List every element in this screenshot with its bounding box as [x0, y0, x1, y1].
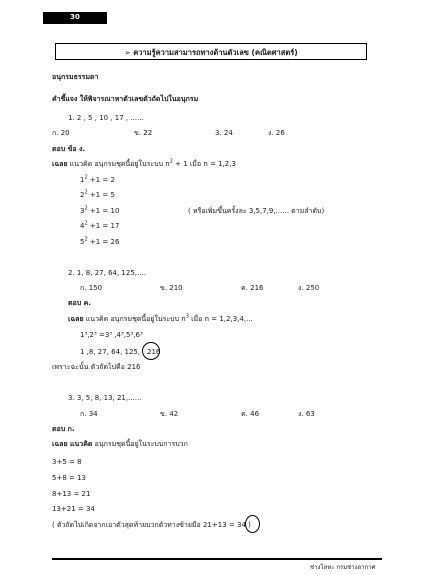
q3-step: 3+5 = 8: [52, 458, 82, 466]
q2-choice-a: ก. 150: [80, 284, 103, 292]
q2-question: 2. 1, 8, 27, 64, 125,....: [68, 269, 146, 277]
q2-choice-b: ข. 210: [160, 284, 183, 292]
section-header-title: ➢ ความรู้ความสามารถทางด้านตัวเลข (คณิตศาสตร์): [124, 48, 298, 57]
footer-credit: ช่างโลหะ กรมช่างอากาศ: [310, 564, 376, 571]
q1-solution-exp: 2: [169, 158, 173, 165]
q2-conclusion: เพราะฉะนั้น ตัวถัดไปคือ 216: [52, 363, 141, 371]
q1-step: $2^2 +1 = 5$: [80, 189, 115, 199]
q2-choice-d: ง. 250: [298, 284, 320, 292]
q1-step: $5^2 +1 = 26$: [80, 236, 120, 246]
q1-answer: ตอบ ข้อ ง.: [52, 145, 86, 153]
q3-choice-a: ก. 34: [80, 410, 98, 418]
q2-solution-tail: เมื่อ n = 1,2,3,4,...: [188, 315, 253, 323]
q3-question: 3. 3, 5, 8, 13, 21,......: [68, 394, 142, 402]
q1-choice-c: 3. 24: [215, 129, 233, 137]
q2-choice-c: ค. 216: [241, 284, 264, 292]
q3-step: 13+21 = 34: [52, 505, 95, 513]
q3-solution: [52, 440, 188, 449]
q3-choice-d: ง. 63: [298, 410, 315, 418]
q3-solution-label: เฉลย แนวคิด: [52, 440, 93, 448]
section-title: อนุกรมธรรมดา: [52, 73, 99, 81]
q1-solution-text: แนวคิด อนุกรมชุดนี้อยู่ในระบบ n: [67, 160, 170, 168]
page-number: 30: [70, 13, 80, 21]
q1-note: ( หรือเพิ่มขึ้นครั้งละ 3,5,7,9,...... ตามลำดับ): [188, 207, 325, 215]
q1-choice-d: ง. 26: [268, 129, 285, 137]
q3-circled-answer: 34: [236, 521, 246, 529]
q3-note-text: ( ตัวถัดไปเกิดจากเอาตัวสุดท้ายบวกตัวทางซ้ายมือ 21+13 =: [52, 521, 235, 529]
q3-choice-c: ค. 46: [241, 410, 260, 418]
section-header-box: [55, 43, 367, 60]
footer-rule: [52, 558, 382, 560]
q3-note-end: ): [245, 521, 251, 529]
q1-choice-b: ข. 22: [134, 129, 153, 137]
q3-step: 5+8 = 13: [52, 474, 86, 482]
q3-step: 8+13 = 21: [52, 490, 91, 498]
q1-step: $1^2 +1 = 2$: [80, 174, 115, 184]
answer-circle: [142, 342, 160, 360]
q2-answer: ตอบ ค.: [68, 299, 91, 307]
answer-circle: [245, 515, 260, 533]
q1-solution: [52, 160, 236, 169]
q2-solution-text: แนวคิด อนุกรมชุดนี้อยู่ในระบบ n: [83, 315, 186, 323]
page-number-bar: [43, 12, 107, 24]
q2-circled-answer: 216: [147, 348, 161, 356]
q2-solution: [68, 315, 253, 324]
instruction: คำชี้แจง ให้พิจารณาหาตัวเลขตัวถัดไปในอนุกรม: [52, 95, 199, 103]
q3-answer: ตอบ ก.: [52, 425, 75, 433]
q1-step: $3^2 +1 = 10$: [80, 205, 120, 215]
q3-choice-b: ข. 42: [160, 410, 179, 418]
q1-solution-tail: + 1 เมื่อ n = 1,2,3: [172, 160, 236, 168]
q1-step: $4^2 +1 = 17$: [80, 220, 120, 230]
q2-solution-exp: 3: [185, 313, 189, 320]
q3-solution-text: อนุกรมชุดนี้อยู่ในระบบการบวก: [92, 440, 188, 448]
q1-question: 1. 2 , 5 , 10 , 17 , ......: [68, 114, 144, 122]
q1-solution-label: เฉลย: [52, 160, 68, 168]
q2-solution-label: เฉลย: [68, 315, 84, 323]
q1-choice-a: ก. 20: [52, 129, 70, 137]
q3-note: [52, 521, 251, 530]
q2-values: 1 ,8, 27, 64, 125,: [80, 348, 141, 356]
q2-powers: 1³,2³ =3³ ,4³,5³,6³: [80, 331, 143, 339]
